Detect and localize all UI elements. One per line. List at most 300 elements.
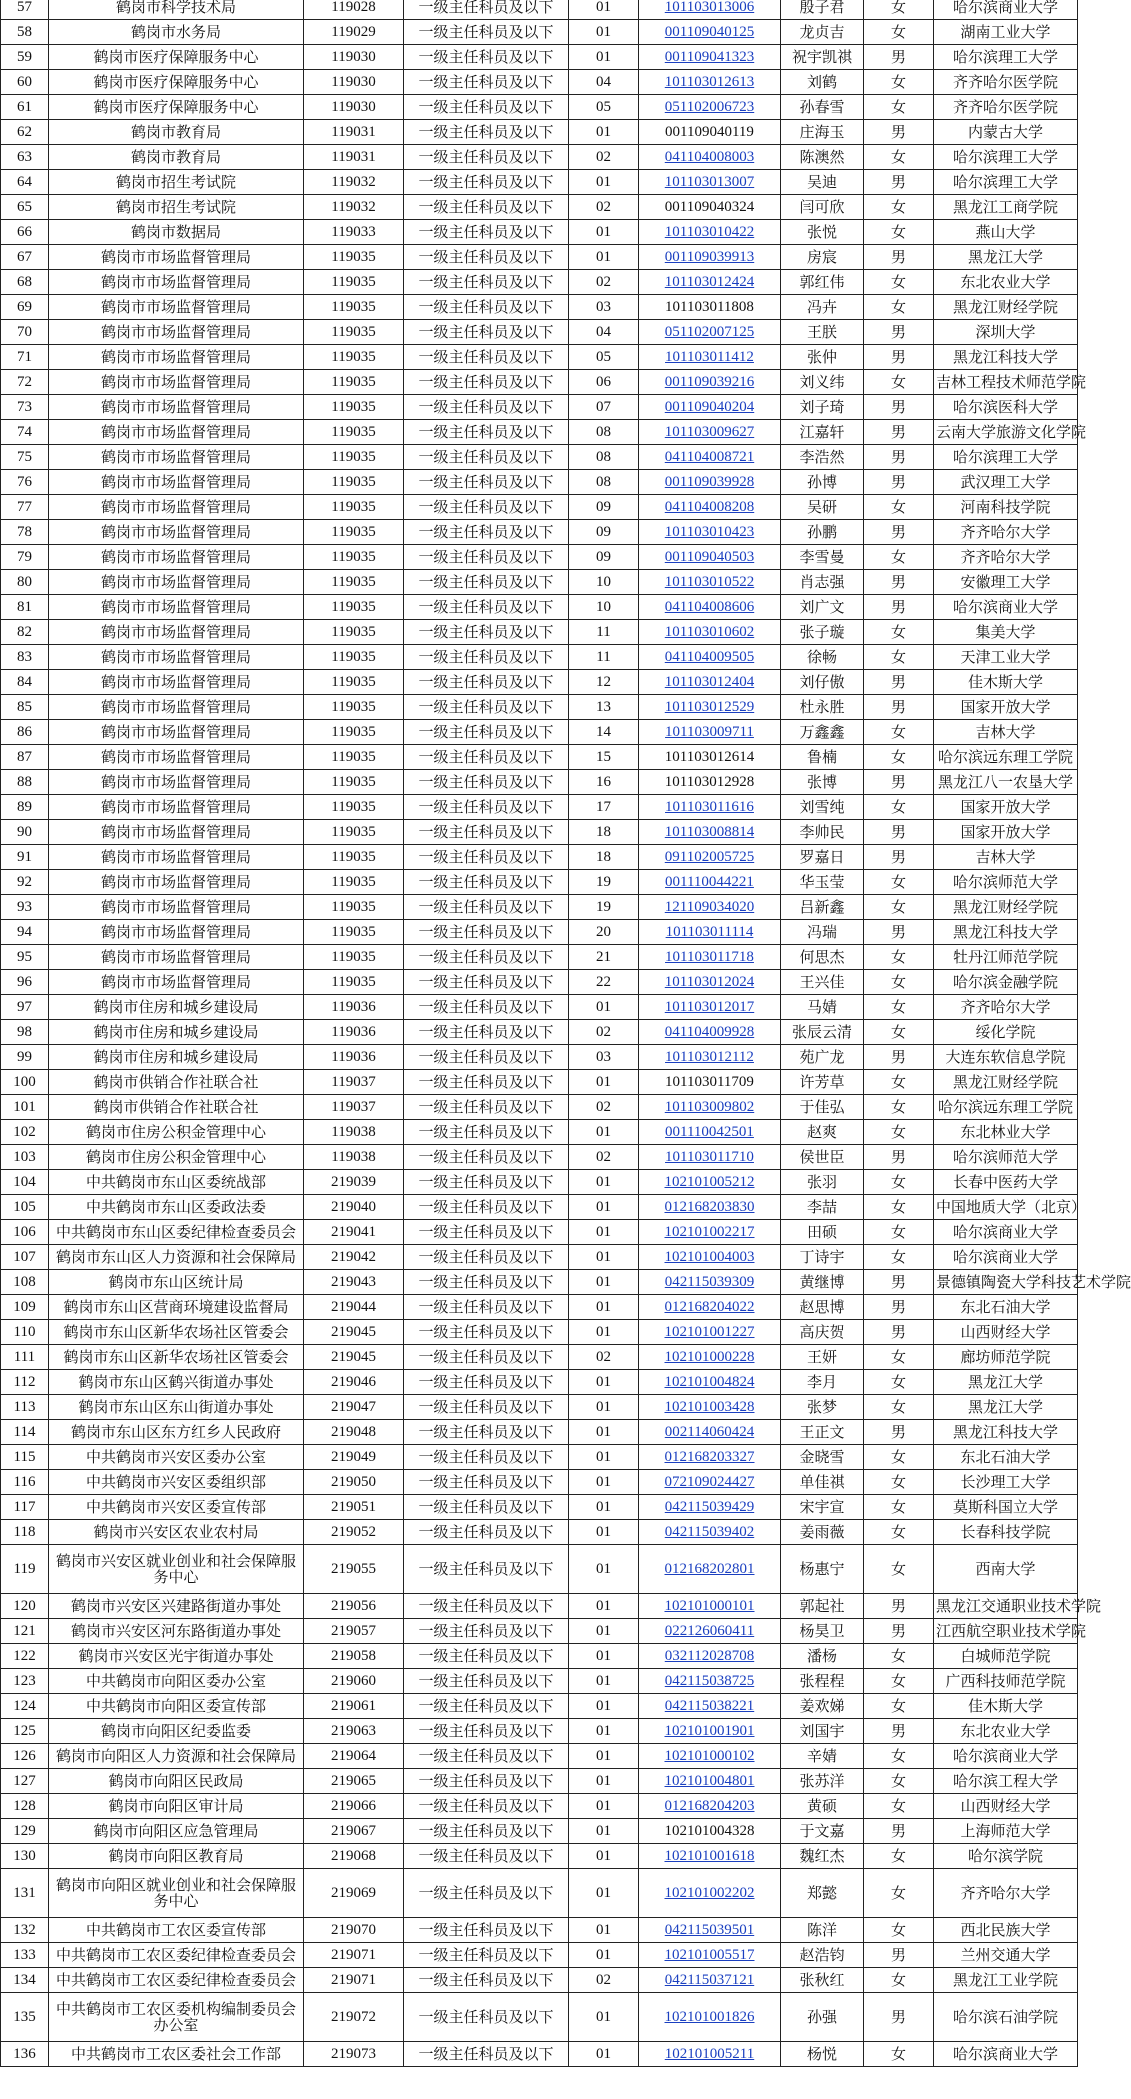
exam-id-link[interactable]: 102101005212 xyxy=(664,1174,755,1190)
gender-cell: 女 xyxy=(864,620,934,645)
exam-id-link[interactable]: 012168202801 xyxy=(664,1561,755,1577)
exam-id-cell[interactable] xyxy=(639,1694,781,1719)
rank-cell: 18 xyxy=(569,845,639,870)
employer-unit-cell: 鹤岗市向阳区审计局 xyxy=(49,1794,304,1819)
exam-id-link[interactable]: 041104009505 xyxy=(664,649,755,665)
position-code-cell: 119028 xyxy=(304,0,404,20)
rank-cell: 01 xyxy=(569,1819,639,1844)
rank-cell: 01 xyxy=(569,1545,639,1594)
exam-id-cell[interactable] xyxy=(639,1020,781,1045)
candidate-name-cell: 李月 xyxy=(781,1370,864,1395)
position-code-cell: 119035 xyxy=(304,445,404,470)
gender-cell: 男 xyxy=(864,920,934,945)
position-code-cell: 119035 xyxy=(304,745,404,770)
exam-id-cell[interactable] xyxy=(639,1195,781,1220)
candidate-name-cell: 张仲 xyxy=(781,345,864,370)
table-row xyxy=(1,1495,1078,1520)
exam-id-cell[interactable] xyxy=(639,220,781,245)
position-title-cell: 一级主任科员及以下 xyxy=(404,520,569,545)
employer-unit-cell: 鹤岗市市场监督管理局 xyxy=(49,570,304,595)
employer-unit-cell: 中共鹤岗市工农区委宣传部 xyxy=(49,1918,304,1943)
rank-cell: 01 xyxy=(569,1993,639,2042)
exam-id-link[interactable]: 101103013007 xyxy=(664,174,755,190)
exam-id-cell[interactable] xyxy=(639,595,781,620)
exam-id-link[interactable]: 101103011718 xyxy=(665,949,754,965)
candidate-name-cell: 辛婧 xyxy=(781,1744,864,1769)
exam-id-link[interactable]: 102101002217 xyxy=(664,1224,755,1240)
graduate-school-cell: 齐齐哈尔大学 xyxy=(934,1869,1078,1918)
candidate-name-cell: 陈澳然 xyxy=(781,145,864,170)
row-index-cell: 70 xyxy=(1,320,49,345)
exam-id-link[interactable]: 101103011616 xyxy=(665,799,754,815)
row-index-cell: 68 xyxy=(1,270,49,295)
row-index-cell: 125 xyxy=(1,1719,49,1744)
exam-id-cell[interactable] xyxy=(639,1968,781,1993)
exam-id-link[interactable]: 102101004003 xyxy=(664,1249,755,1265)
exam-id-cell[interactable] xyxy=(639,1395,781,1420)
exam-id-cell[interactable] xyxy=(639,1744,781,1769)
gender-cell: 女 xyxy=(864,1395,934,1420)
gender-cell: 男 xyxy=(864,345,934,370)
exam-id-link[interactable]: 101103010522 xyxy=(664,574,755,590)
table-row xyxy=(1,395,1078,420)
exam-id-link[interactable]: 001109039928 xyxy=(664,474,755,490)
position-code-cell: 219043 xyxy=(304,1270,404,1295)
candidate-name-cell: 黄继博 xyxy=(781,1270,864,1295)
position-code-cell: 119036 xyxy=(304,1020,404,1045)
candidate-name-cell: 刘广文 xyxy=(781,595,864,620)
exam-id-link[interactable]: 012168204022 xyxy=(664,1299,755,1315)
exam-id-cell[interactable] xyxy=(639,1420,781,1445)
table-row xyxy=(1,1245,1078,1270)
graduate-school-cell: 东北农业大学 xyxy=(934,270,1078,295)
exam-id-link[interactable]: 051102006723 xyxy=(664,99,755,115)
row-index-cell: 129 xyxy=(1,1819,49,1844)
exam-id-cell[interactable] xyxy=(639,1869,781,1918)
exam-id-cell[interactable] xyxy=(639,920,781,945)
exam-id-cell[interactable] xyxy=(639,1470,781,1495)
exam-id-cell[interactable] xyxy=(639,1345,781,1370)
exam-id-link[interactable]: 101103011114 xyxy=(665,924,754,940)
candidate-name-cell: 张悦 xyxy=(781,220,864,245)
graduate-school-cell: 哈尔滨师范大学 xyxy=(934,870,1078,895)
exam-id-link[interactable]: 102101000228 xyxy=(664,1349,755,1365)
rank-cell: 04 xyxy=(569,320,639,345)
gender-cell: 女 xyxy=(864,1345,934,1370)
row-index-cell: 86 xyxy=(1,720,49,745)
exam-id-cell[interactable] xyxy=(639,1495,781,1520)
row-index-cell: 135 xyxy=(1,1993,49,2042)
exam-id-link[interactable]: 102101005517 xyxy=(664,1947,755,1963)
exam-id-link[interactable]: 101103009627 xyxy=(664,424,755,440)
rank-cell: 01 xyxy=(569,1619,639,1644)
employer-unit-cell: 鹤岗市市场监督管理局 xyxy=(49,245,304,270)
exam-id-cell[interactable] xyxy=(639,445,781,470)
candidate-name-cell: 马婧 xyxy=(781,995,864,1020)
exam-id-link[interactable]: 072109024427 xyxy=(664,1474,755,1490)
table-row xyxy=(1,1594,1078,1619)
row-index-cell: 109 xyxy=(1,1295,49,1320)
employer-unit-cell: 鹤岗市市场监督管理局 xyxy=(49,945,304,970)
position-code-cell: 219047 xyxy=(304,1395,404,1420)
rank-cell: 01 xyxy=(569,1669,639,1694)
exam-id-link[interactable]: 001109039913 xyxy=(664,249,755,265)
graduate-school-cell: 西南大学 xyxy=(934,1545,1078,1594)
position-code-cell: 119035 xyxy=(304,945,404,970)
exam-id-cell[interactable] xyxy=(639,1120,781,1145)
rank-cell: 01 xyxy=(569,1470,639,1495)
exam-id-cell[interactable] xyxy=(639,1170,781,1195)
exam-id-cell[interactable] xyxy=(639,95,781,120)
graduate-school-cell: 黑龙江八一农垦大学 xyxy=(934,770,1078,795)
rank-cell: 01 xyxy=(569,1719,639,1744)
exam-id-cell[interactable] xyxy=(639,1295,781,1320)
exam-id-link[interactable]: 101103009711 xyxy=(665,724,754,740)
graduate-school-cell: 燕山大学 xyxy=(934,220,1078,245)
exam-id-cell[interactable] xyxy=(639,820,781,845)
exam-id-link[interactable]: 001110042501 xyxy=(665,1124,754,1140)
exam-id-link[interactable]: 101103008814 xyxy=(664,824,755,840)
exam-id-cell[interactable] xyxy=(639,1993,781,2042)
row-index-cell: 61 xyxy=(1,95,49,120)
gender-cell: 女 xyxy=(864,1070,934,1095)
employer-unit-cell: 鹤岗市向阳区人力资源和社会保障局 xyxy=(49,1744,304,1769)
position-title-cell: 一级主任科员及以下 xyxy=(404,445,569,470)
row-index-cell: 77 xyxy=(1,495,49,520)
exam-id-cell[interactable] xyxy=(639,370,781,395)
position-code-cell: 119035 xyxy=(304,820,404,845)
exam-id-cell[interactable] xyxy=(639,270,781,295)
exam-id-link[interactable]: 101103012112 xyxy=(665,1049,754,1065)
position-title-cell: 一级主任科员及以下 xyxy=(404,195,569,220)
employer-unit-cell: 中共鹤岗市东山区委统战部 xyxy=(49,1170,304,1195)
exam-id-cell[interactable] xyxy=(639,520,781,545)
exam-id-link[interactable]: 001109041323 xyxy=(664,49,755,65)
employer-unit-cell: 鹤岗市市场监督管理局 xyxy=(49,770,304,795)
exam-id-cell[interactable] xyxy=(639,1145,781,1170)
exam-id-cell[interactable] xyxy=(639,1943,781,1968)
row-index-cell: 88 xyxy=(1,770,49,795)
exam-id-link[interactable]: 101103009802 xyxy=(664,1099,755,1115)
exam-id-cell[interactable] xyxy=(639,1669,781,1694)
exam-id-cell[interactable] xyxy=(639,845,781,870)
exam-id-link[interactable]: 101103013006 xyxy=(664,0,755,15)
employer-unit-cell: 中共鹤岗市兴安区委办公室 xyxy=(49,1445,304,1470)
candidate-name-cell: 孙博 xyxy=(781,470,864,495)
exam-id-cell[interactable] xyxy=(639,1095,781,1120)
exam-id-link[interactable]: 102101001901 xyxy=(664,1723,755,1739)
table-row xyxy=(1,870,1078,895)
gender-cell: 女 xyxy=(864,970,934,995)
employer-unit-cell: 鹤岗市市场监督管理局 xyxy=(49,970,304,995)
exam-id-cell[interactable] xyxy=(639,1245,781,1270)
exam-id-cell[interactable] xyxy=(639,1445,781,1470)
candidate-name-cell: 于文嘉 xyxy=(781,1819,864,1844)
exam-id-link[interactable]: 101103010422 xyxy=(664,224,755,240)
exam-id-cell[interactable] xyxy=(639,1594,781,1619)
exam-id-cell[interactable] xyxy=(639,1719,781,1744)
exam-id-link[interactable]: 001109040503 xyxy=(664,549,755,565)
exam-id-cell[interactable] xyxy=(639,1794,781,1819)
table-row xyxy=(1,1120,1078,1145)
exam-id-cell[interactable] xyxy=(639,1844,781,1869)
gender-cell: 女 xyxy=(864,1445,934,1470)
graduate-school-cell: 莫斯科国立大学 xyxy=(934,1495,1078,1520)
exam-id-link[interactable]: 101103012613 xyxy=(664,74,755,90)
exam-id-link[interactable]: 101103010602 xyxy=(664,624,755,640)
position-title-cell: 一级主任科员及以下 xyxy=(404,245,569,270)
table-row xyxy=(1,1395,1078,1420)
position-code-cell: 119035 xyxy=(304,495,404,520)
exam-id-cell[interactable] xyxy=(639,1918,781,1943)
exam-id-cell[interactable] xyxy=(639,995,781,1020)
rank-cell: 22 xyxy=(569,970,639,995)
graduate-school-cell: 廊坊师范学院 xyxy=(934,1345,1078,1370)
candidate-name-cell: 高庆贺 xyxy=(781,1320,864,1345)
position-code-cell: 219042 xyxy=(304,1245,404,1270)
exam-id-link[interactable]: 101103012529 xyxy=(664,699,755,715)
exam-id-link[interactable]: 101103012024 xyxy=(664,974,755,990)
gender-cell: 女 xyxy=(864,1694,934,1719)
exam-id-cell[interactable] xyxy=(639,545,781,570)
exam-id-link[interactable]: 042115038725 xyxy=(664,1673,755,1689)
rank-cell: 01 xyxy=(569,1395,639,1420)
graduate-school-cell: 国家开放大学 xyxy=(934,820,1078,845)
position-title-cell: 一级主任科员及以下 xyxy=(404,1520,569,1545)
exam-id-cell[interactable] xyxy=(639,1370,781,1395)
position-code-cell: 219046 xyxy=(304,1370,404,1395)
graduate-school-cell: 哈尔滨商业大学 xyxy=(934,0,1078,20)
position-code-cell: 119035 xyxy=(304,970,404,995)
exam-id-link[interactable]: 042115039429 xyxy=(664,1499,755,1515)
table-row xyxy=(1,820,1078,845)
exam-id-cell[interactable] xyxy=(639,720,781,745)
exam-id-cell[interactable] xyxy=(639,1320,781,1345)
candidate-name-cell: 李帅民 xyxy=(781,820,864,845)
exam-id-link[interactable]: 001109039216 xyxy=(664,374,755,390)
exam-id-cell[interactable] xyxy=(639,1270,781,1295)
position-code-cell: 219048 xyxy=(304,1420,404,1445)
exam-id-link[interactable]: 101103010423 xyxy=(664,524,755,540)
gender-cell: 男 xyxy=(864,1295,934,1320)
exam-id-cell[interactable] xyxy=(639,1520,781,1545)
employer-unit-cell: 鹤岗市兴安区兴建路街道办事处 xyxy=(49,1594,304,1619)
candidate-name-cell: 陈洋 xyxy=(781,1918,864,1943)
exam-id-cell[interactable] xyxy=(639,620,781,645)
gender-cell: 男 xyxy=(864,1719,934,1744)
exam-id-cell[interactable] xyxy=(639,1045,781,1070)
table-row xyxy=(1,495,1078,520)
exam-id-link[interactable]: 102101000101 xyxy=(664,1598,755,1614)
exam-id-link[interactable]: 102101001227 xyxy=(664,1324,755,1340)
exam-id-cell[interactable] xyxy=(639,245,781,270)
row-index-cell: 128 xyxy=(1,1794,49,1819)
gender-cell: 女 xyxy=(864,195,934,220)
exam-id-link[interactable]: 042115038221 xyxy=(664,1698,755,1714)
employer-unit-cell: 鹤岗市东山区人力资源和社会保障局 xyxy=(49,1245,304,1270)
exam-id-cell[interactable] xyxy=(639,1644,781,1669)
exam-id-cell[interactable] xyxy=(639,395,781,420)
row-index-cell: 133 xyxy=(1,1943,49,1968)
employer-unit-cell: 鹤岗市兴安区就业创业和社会保障服务中心 xyxy=(49,1545,304,1594)
position-title-cell: 一级主任科员及以下 xyxy=(404,1295,569,1320)
position-title-cell: 一级主任科员及以下 xyxy=(404,420,569,445)
employer-unit-cell: 鹤岗市东山区新华农场社区管委会 xyxy=(49,1345,304,1370)
row-index-cell: 95 xyxy=(1,945,49,970)
row-index-cell: 92 xyxy=(1,870,49,895)
exam-id-cell[interactable] xyxy=(639,570,781,595)
exam-id-cell[interactable] xyxy=(639,0,781,20)
rank-cell: 05 xyxy=(569,95,639,120)
exam-id-link[interactable]: 042115039402 xyxy=(664,1524,755,1540)
exam-id-link[interactable]: 001109040204 xyxy=(664,399,755,415)
exam-id-cell[interactable] xyxy=(639,895,781,920)
exam-id-cell[interactable] xyxy=(639,1769,781,1794)
rank-cell: 08 xyxy=(569,470,639,495)
exam-id-link[interactable]: 101103011710 xyxy=(665,1149,754,1165)
row-index-cell: 118 xyxy=(1,1520,49,1545)
exam-id-cell[interactable] xyxy=(639,70,781,95)
exam-id-cell[interactable] xyxy=(639,170,781,195)
exam-id-link[interactable]: 102101002202 xyxy=(664,1885,755,1901)
exam-id-cell[interactable] xyxy=(639,1220,781,1245)
exam-id-cell[interactable] xyxy=(639,495,781,520)
gender-cell: 女 xyxy=(864,295,934,320)
exam-id-link[interactable]: 102101000102 xyxy=(664,1748,755,1764)
gender-cell: 男 xyxy=(864,1819,934,1844)
exam-id-cell[interactable] xyxy=(639,970,781,995)
exam-id-cell[interactable] xyxy=(639,145,781,170)
exam-id-cell[interactable] xyxy=(639,320,781,345)
gender-cell: 女 xyxy=(864,0,934,20)
exam-id-cell[interactable] xyxy=(639,945,781,970)
graduate-school-cell: 哈尔滨医科大学 xyxy=(934,395,1078,420)
employer-unit-cell: 中共鹤岗市工农区委纪律检查委员会 xyxy=(49,1968,304,1993)
exam-id-cell[interactable] xyxy=(639,20,781,45)
graduate-school-cell: 广西科技师范学院 xyxy=(934,1669,1078,1694)
exam-id-link[interactable]: 001110044221 xyxy=(665,874,754,890)
employer-unit-cell: 鹤岗市市场监督管理局 xyxy=(49,395,304,420)
exam-id-link[interactable]: 002114060424 xyxy=(664,1424,755,1440)
exam-id-link[interactable]: 102101005211 xyxy=(664,2046,755,2062)
exam-id-link[interactable]: 012168204203 xyxy=(664,1798,755,1814)
position-code-cell: 119035 xyxy=(304,720,404,745)
rank-cell: 01 xyxy=(569,1120,639,1145)
rank-cell: 13 xyxy=(569,695,639,720)
row-index-cell: 113 xyxy=(1,1395,49,1420)
candidate-name-cell: 王妍 xyxy=(781,1345,864,1370)
exam-id-cell[interactable] xyxy=(639,1619,781,1644)
position-title-cell: 一级主任科员及以下 xyxy=(404,820,569,845)
rank-cell: 02 xyxy=(569,1968,639,1993)
exam-id-link[interactable]: 041104008208 xyxy=(664,499,755,515)
position-code-cell: 119035 xyxy=(304,670,404,695)
exam-id-link[interactable]: 101103012404 xyxy=(664,674,755,690)
exam-id-link[interactable]: 102101001826 xyxy=(664,2009,755,2025)
exam-id-link[interactable]: 102101004824 xyxy=(664,1374,755,1390)
employer-unit-cell: 鹤岗市市场监督管理局 xyxy=(49,320,304,345)
exam-id-link[interactable]: 041104009928 xyxy=(664,1024,755,1040)
position-code-cell: 219045 xyxy=(304,1320,404,1345)
exam-id-link[interactable]: 012168203830 xyxy=(664,1199,755,1215)
position-code-cell: 119038 xyxy=(304,1145,404,1170)
exam-id-cell[interactable] xyxy=(639,670,781,695)
exam-id-link[interactable]: 022126060411 xyxy=(664,1623,755,1639)
row-index-cell: 93 xyxy=(1,895,49,920)
row-index-cell: 74 xyxy=(1,420,49,445)
employer-unit-cell: 中共鹤岗市向阳区委宣传部 xyxy=(49,1694,304,1719)
exam-id-cell[interactable] xyxy=(639,795,781,820)
exam-id-link[interactable]: 001109040125 xyxy=(664,24,755,40)
exam-id-cell[interactable] xyxy=(639,1545,781,1594)
exam-id-link[interactable]: 102101003428 xyxy=(664,1399,755,1415)
employer-unit-cell: 中共鹤岗市东山区委纪律检查委员会 xyxy=(49,1220,304,1245)
exam-id-link[interactable]: 041104008721 xyxy=(664,449,755,465)
gender-cell: 女 xyxy=(864,720,934,745)
exam-id-link[interactable]: 102101001618 xyxy=(664,1848,755,1864)
candidate-name-cell: 吴迪 xyxy=(781,170,864,195)
position-title-cell: 一级主任科员及以下 xyxy=(404,670,569,695)
candidate-name-cell: 刘子琦 xyxy=(781,395,864,420)
position-title-cell: 一级主任科员及以下 xyxy=(404,170,569,195)
row-index-cell: 66 xyxy=(1,220,49,245)
row-index-cell: 134 xyxy=(1,1968,49,1993)
exam-id-link[interactable]: 102101004801 xyxy=(664,1773,755,1789)
graduate-school-cell: 内蒙古大学 xyxy=(934,120,1078,145)
exam-id-cell[interactable] xyxy=(639,695,781,720)
exam-id-cell[interactable] xyxy=(639,2042,781,2067)
gender-cell: 男 xyxy=(864,845,934,870)
table-body xyxy=(1,0,1131,2067)
exam-id-link[interactable]: 042115039501 xyxy=(664,1922,755,1938)
exam-id-link[interactable]: 101103011412 xyxy=(665,349,754,365)
exam-id-cell[interactable] xyxy=(639,870,781,895)
exam-id-link[interactable]: 032112028708 xyxy=(664,1648,755,1664)
gender-cell: 女 xyxy=(864,1370,934,1395)
exam-id-cell[interactable] xyxy=(639,345,781,370)
graduate-school-cell: 绥化学院 xyxy=(934,1020,1078,1045)
exam-id-link[interactable]: 091102005725 xyxy=(664,849,755,865)
exam-id-link[interactable]: 101103012017 xyxy=(664,999,755,1015)
position-title-cell: 一级主任科员及以下 xyxy=(404,1170,569,1195)
gender-cell: 男 xyxy=(864,670,934,695)
exam-id-cell[interactable] xyxy=(639,645,781,670)
rank-cell: 21 xyxy=(569,945,639,970)
exam-id-link[interactable]: 012168203327 xyxy=(664,1449,755,1465)
gender-cell: 女 xyxy=(864,2042,934,2067)
position-title-cell: 一级主任科员及以下 xyxy=(404,220,569,245)
exam-id-link[interactable]: 101103012424 xyxy=(664,274,755,290)
graduate-school-cell: 山西财经大学 xyxy=(934,1320,1078,1345)
position-code-cell: 119035 xyxy=(304,545,404,570)
candidate-name-cell: 张秋红 xyxy=(781,1968,864,1993)
exam-id-cell[interactable] xyxy=(639,420,781,445)
exam-id-cell: 102101004328 xyxy=(639,1819,781,1844)
exam-id-link[interactable]: 042115039309 xyxy=(664,1274,755,1290)
exam-id-link[interactable]: 121109034020 xyxy=(664,899,755,915)
exam-id-link[interactable]: 042115037121 xyxy=(664,1972,755,1988)
exam-id-link[interactable]: 051102007125 xyxy=(664,324,755,340)
exam-id-cell[interactable] xyxy=(639,45,781,70)
employer-unit-cell: 鹤岗市医疗保障服务中心 xyxy=(49,45,304,70)
exam-id-link[interactable]: 041104008003 xyxy=(664,149,755,165)
exam-id-link[interactable]: 041104008606 xyxy=(664,599,755,615)
position-title-cell: 一级主任科员及以下 xyxy=(404,845,569,870)
row-index-cell: 84 xyxy=(1,670,49,695)
position-title-cell: 一级主任科员及以下 xyxy=(404,545,569,570)
gender-cell: 女 xyxy=(864,370,934,395)
exam-id-cell[interactable] xyxy=(639,470,781,495)
